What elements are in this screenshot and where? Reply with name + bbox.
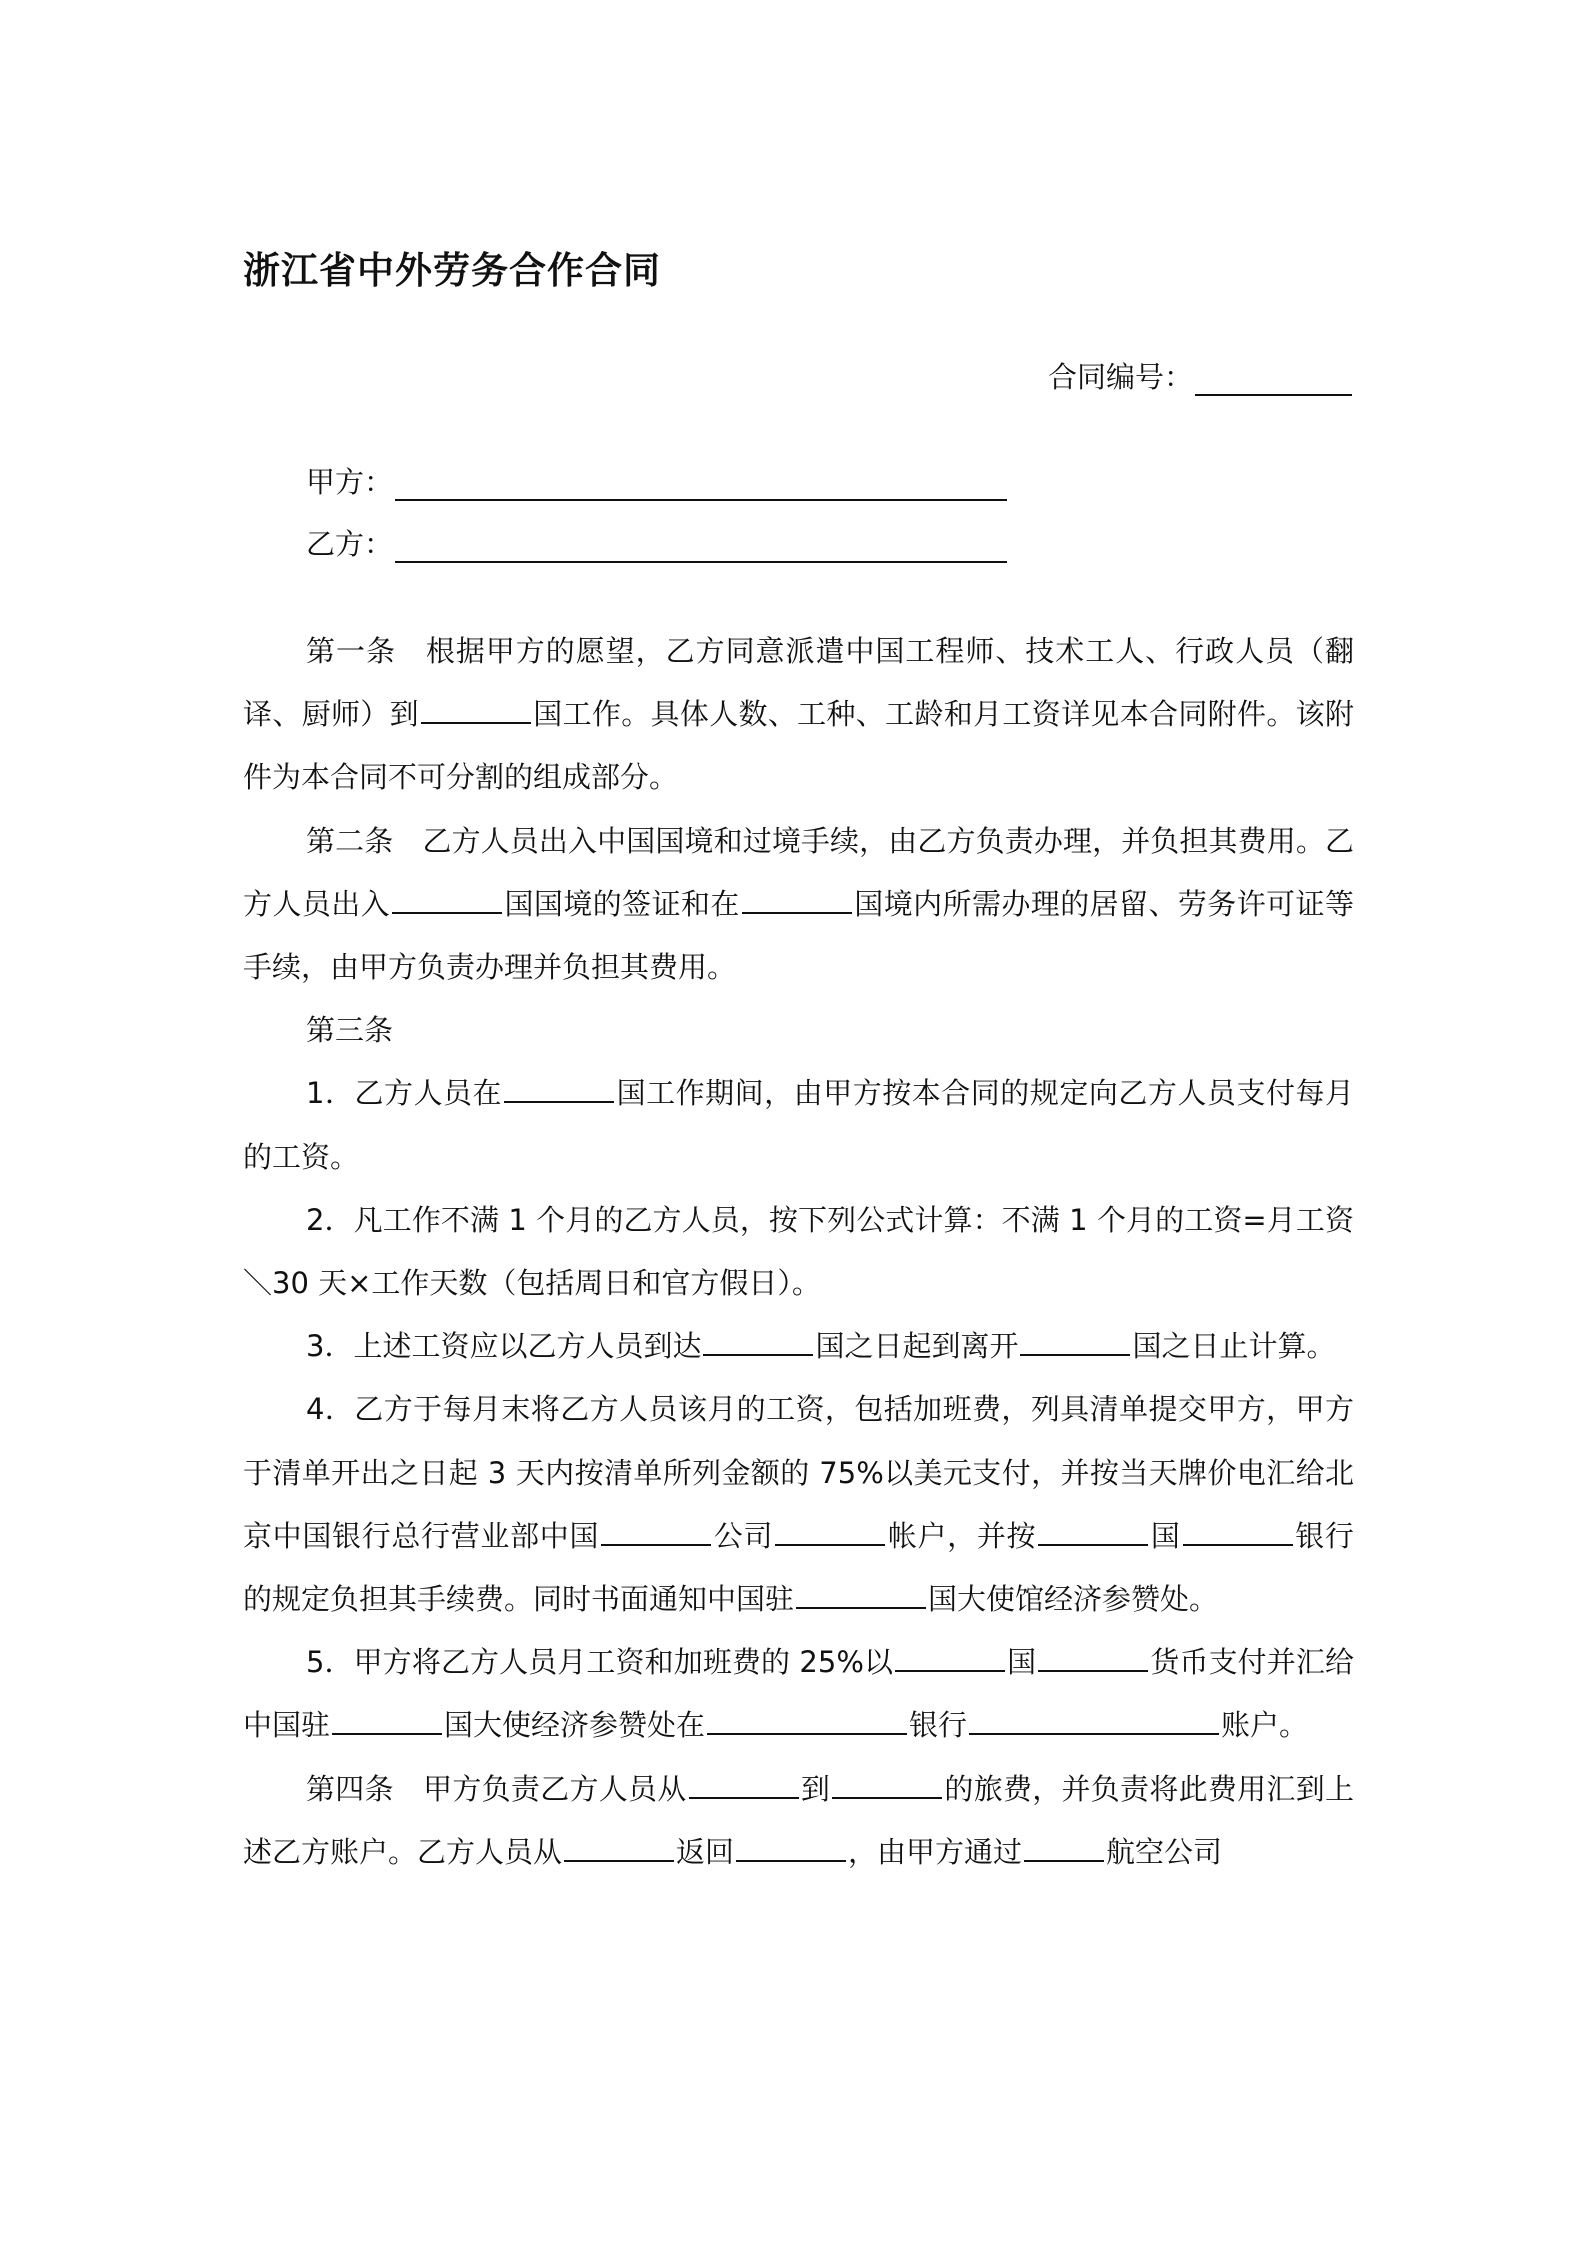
article-3-item-4-blank-1[interactable]	[601, 1520, 711, 1546]
article-3-item-4-blank-5[interactable]	[796, 1583, 926, 1609]
article-1	[243, 620, 1354, 810]
contract-body	[243, 620, 1354, 1884]
article-3-item-1-text-2: 国工作期间，由甲方按本合同的规定向乙方人员支付每月的工资。	[243, 1076, 1354, 1174]
party-b-label: 乙方：	[306, 527, 394, 561]
article-3-item-4-text-6: 国大使馆经济参赞处。	[928, 1582, 1219, 1617]
article-3-item-1-text-1: 1．乙方人员在	[306, 1076, 503, 1111]
article-4-text-5: ，由甲方通过	[848, 1834, 1023, 1869]
article-3-item-2-text: 2．凡工作不满 1 个月的乙方人员，按下列公式计算：不满 1 个月的工资=月工资＼30 天×工作天数（包括周日和官方假日）。	[243, 1202, 1354, 1301]
article-3-item-3-blank-2[interactable]	[1020, 1330, 1130, 1356]
article-3-item-5-text-6: 账户。	[1221, 1708, 1309, 1743]
article-3-item-4	[243, 1378, 1354, 1631]
party-b	[306, 522, 1009, 563]
article-3-item-3	[243, 1315, 1354, 1378]
article-3-item-5-blank-4[interactable]	[707, 1709, 907, 1735]
article-3-item-5-blank-3[interactable]	[332, 1709, 442, 1735]
article-3-item-4-text-3: 帐户，并按	[887, 1518, 1037, 1553]
article-1-text-2: 国工作。具体人数、工种、工龄和月工资详见本合同附件。该附件为本合同不可分割的组成部分。	[243, 697, 1354, 795]
contract-number-blank[interactable]	[1195, 364, 1352, 396]
article-3-item-5-blank-2[interactable]	[1038, 1646, 1148, 1672]
party-a	[306, 460, 1009, 501]
article-1-heading: 第一条	[306, 634, 396, 668]
article-4-text-4: 返回	[676, 1834, 735, 1869]
article-3-item-4-text-2: 公司	[713, 1518, 774, 1553]
article-3-item-4-text-5: 银行的规定负担其手续费。同时书面通知中国驻	[243, 1518, 1354, 1617]
article-4-blank-2[interactable]	[832, 1773, 942, 1799]
article-3-item-4-blank-2[interactable]	[775, 1520, 885, 1546]
article-4-blank-4[interactable]	[736, 1836, 846, 1862]
article-2-text-1: 乙方人员出入中国国境和过境手续，由乙方负责办理，并负担其费用。乙方人员出入	[243, 823, 1354, 921]
article-2	[243, 810, 1354, 1000]
party-b-blank[interactable]	[395, 531, 1007, 563]
article-3-item-1	[243, 1062, 1354, 1188]
document-title: 浙江省中外劳务合作合同	[243, 249, 661, 292]
article-4-blank-5[interactable]	[1024, 1836, 1104, 1862]
article-1-text-1: 根据甲方的愿望，乙方同意派遣中国工程师、技术工人、行政人员（翻译、厨师）到	[243, 634, 1354, 732]
article-3-item-4-text-4: 国	[1150, 1518, 1181, 1553]
article-3-item-5-text-4: 国大使经济参赞处在	[444, 1708, 706, 1743]
article-4-text-3: 的旅费，并负责将此费用汇到上述乙方账户。乙方人员从	[243, 1771, 1354, 1869]
article-3	[243, 999, 1354, 1062]
article-4	[243, 1758, 1354, 1884]
contract-number-label: 合同编号：	[1047, 360, 1193, 394]
article-4-text-6: 航空公司	[1106, 1834, 1223, 1869]
article-3-item-3-blank-1[interactable]	[703, 1330, 813, 1356]
article-1-blank-country[interactable]	[421, 698, 531, 724]
article-3-item-5-blank-5[interactable]	[969, 1709, 1219, 1735]
article-3-item-4-blank-4[interactable]	[1183, 1520, 1293, 1546]
article-4-heading: 第四条	[306, 1771, 394, 1806]
article-3-item-1-blank[interactable]	[504, 1077, 614, 1103]
article-2-blank-2[interactable]	[742, 888, 852, 914]
article-2-text-2: 国国境的签证和在	[504, 886, 740, 921]
article-4-text-2: 到	[800, 1771, 831, 1806]
article-3-item-5-text-5: 银行	[909, 1708, 968, 1743]
party-a-label: 甲方：	[306, 465, 394, 499]
article-2-text-3: 国境内所需办理的居留、劳务许可证等手续，由甲方负责办理并负担其费用。	[243, 886, 1354, 985]
article-2-blank-1[interactable]	[392, 888, 502, 914]
article-3-item-4-text-1: 4．乙方于每月末将乙方人员该月的工资，包括加班费，列具清单提交甲方，甲方于清单开出之日起 3 天内按清单所列金额的 75%以美元支付，并按当天牌价电汇给北京中国银行总行营业部中国	[243, 1392, 1354, 1553]
article-3-heading: 第三条	[306, 1013, 394, 1048]
article-3-item-3-text-3: 国之日止计算。	[1132, 1329, 1336, 1364]
article-4-blank-3[interactable]	[564, 1836, 674, 1862]
article-3-item-5-text-2: 国	[1007, 1645, 1037, 1680]
article-4-text-1: 甲方负责乙方人员从	[422, 1771, 687, 1806]
party-a-blank[interactable]	[395, 469, 1007, 501]
article-3-item-5	[243, 1631, 1354, 1757]
article-3-item-3-text-1: 3．上述工资应以乙方人员到达	[306, 1329, 702, 1364]
article-2-heading: 第二条	[306, 823, 394, 858]
article-3-item-5-text-3: 货币支付并汇给中国驻	[243, 1645, 1354, 1743]
article-3-item-3-text-2: 国之日起到离开	[815, 1329, 1019, 1364]
article-3-item-4-blank-3[interactable]	[1038, 1520, 1148, 1546]
article-3-item-5-text-1: 5．甲方将乙方人员月工资和加班费的 25%以	[306, 1645, 894, 1680]
article-3-item-2	[243, 1189, 1354, 1315]
article-3-item-5-blank-1[interactable]	[895, 1646, 1005, 1672]
contract-number	[1048, 355, 1354, 396]
article-4-blank-1[interactable]	[689, 1773, 799, 1799]
